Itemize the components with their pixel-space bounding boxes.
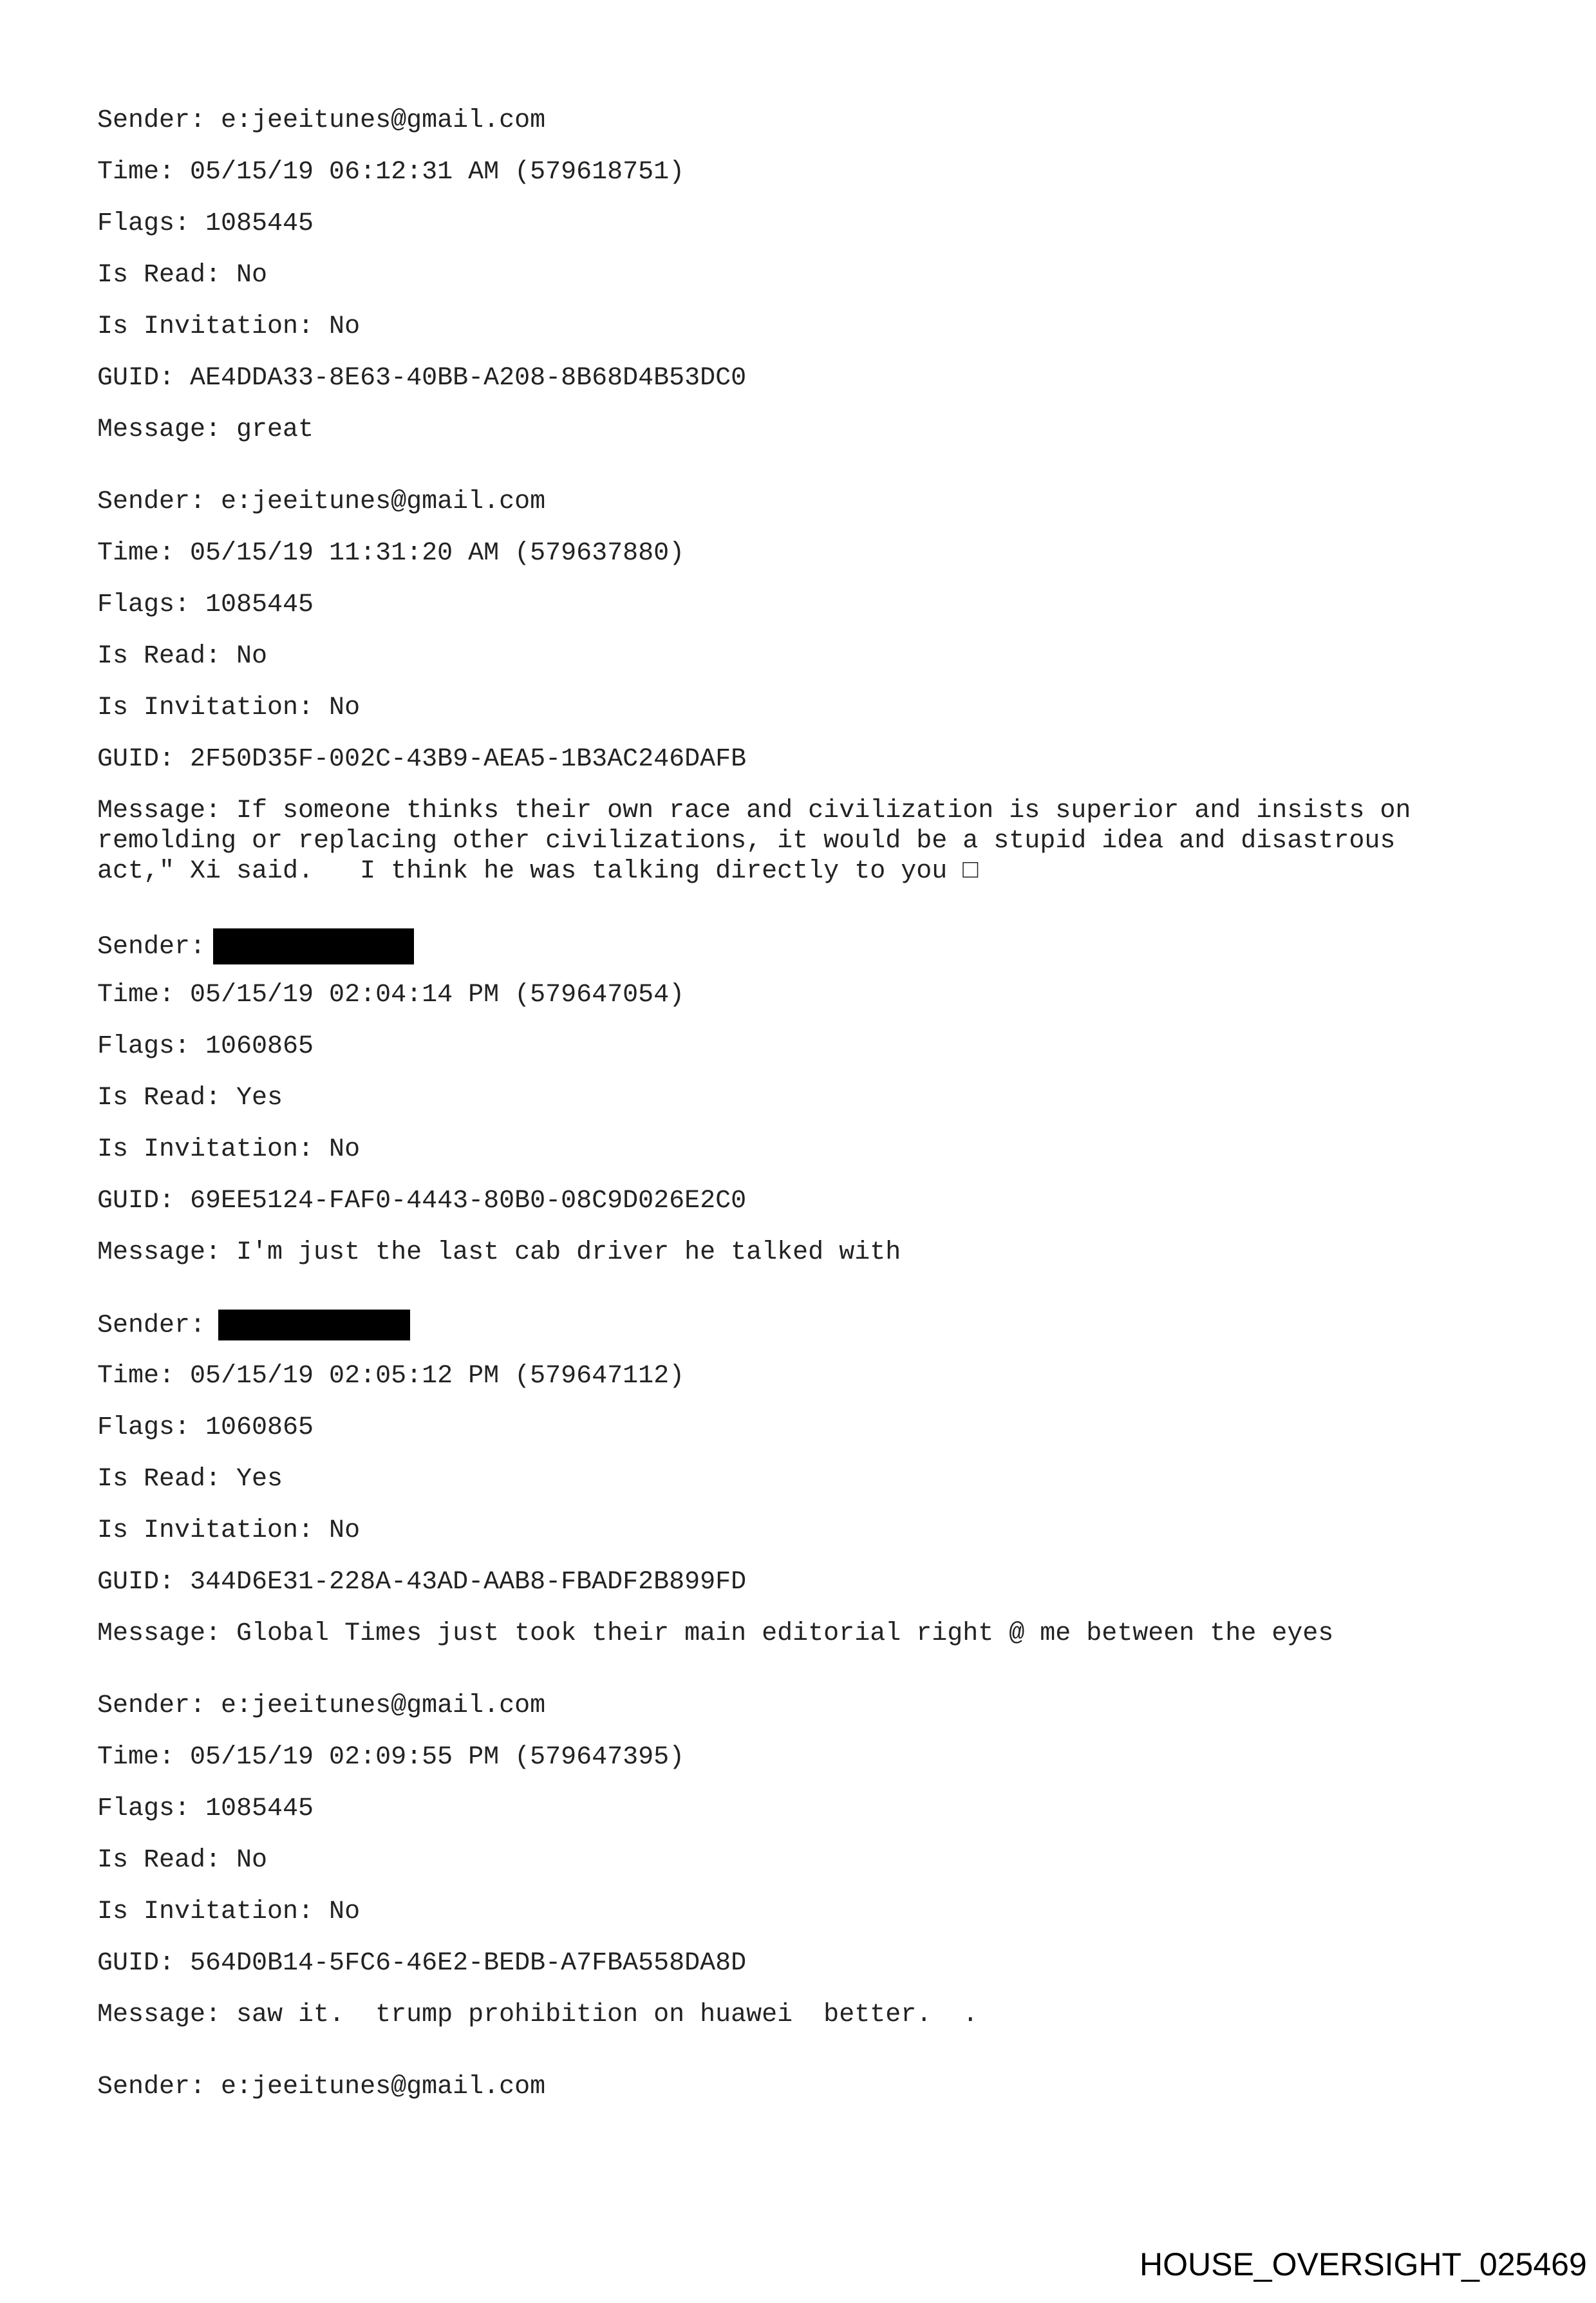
sender-value: e:jeeitunes@gmail.com: [221, 106, 546, 135]
message-entry: [97, 1310, 1514, 1691]
guid-line: GUID: 69EE5124-FAF0-4443-80B0-08C9D026E2C0: [97, 1187, 747, 1216]
sender-label: Sender:: [97, 1691, 206, 1720]
sender-line: [97, 487, 1514, 518]
bates-number: HOUSE_OVERSIGHT_025469: [1140, 2246, 1587, 2282]
message-line: Message: I'm just the last cab driver he talked with: [97, 1238, 901, 1267]
flags-line: Flags: 1085445: [97, 209, 314, 238]
message-log: [97, 106, 1514, 2123]
is-invitation-line: Is Invitation: No: [97, 1516, 361, 1545]
sender-label: Sender:: [97, 487, 206, 516]
sender-line: [97, 1691, 1514, 1722]
is-read-line: Is Read: Yes: [97, 1465, 283, 1494]
is-read-line: Is Read: No: [97, 261, 268, 290]
message-entry: [97, 1691, 1514, 2072]
flags-line: Flags: 1085445: [97, 1794, 314, 1823]
message-line: Message: Global Times just took their main editorial right @ me between the eyes: [97, 1619, 1334, 1648]
message-entry: [97, 928, 1514, 1310]
sender-label: Sender:: [97, 1311, 206, 1340]
message-line: Message: If someone thinks their own race and civilization is superior and insists on remolding or replacing other civilizations, it would be a stupid idea and disastrous act," Xi said. I think he was talking directly to you □: [97, 796, 1427, 886]
flags-line: Flags: 1060865: [97, 1032, 314, 1061]
message-entry: [97, 487, 1514, 928]
sender-line: [97, 2072, 1514, 2103]
redaction-box: [213, 928, 414, 964]
is-invitation-line: Is Invitation: No: [97, 312, 361, 341]
is-invitation-line: Is Invitation: No: [97, 1897, 361, 1926]
guid-line: GUID: 564D0B14-5FC6-46E2-BEDB-A7FBA558DA8D: [97, 1949, 747, 1978]
message-entry: [97, 106, 1514, 487]
sender-line: [97, 1310, 1514, 1340]
is-invitation-line: Is Invitation: No: [97, 693, 361, 722]
time-line: Time: 05/15/19 02:04:14 PM (579647054): [97, 981, 685, 1010]
message-line: Message: great: [97, 415, 314, 444]
time-line: Time: 05/15/19 02:05:12 PM (579647112): [97, 1362, 685, 1391]
time-line: Time: 05/15/19 06:12:31 AM (579618751): [97, 158, 685, 187]
sender-label: Sender:: [97, 106, 206, 135]
flags-line: Flags: 1085445: [97, 590, 314, 619]
sender-value: e:jeeitunes@gmail.com: [221, 1691, 546, 1720]
flags-line: Flags: 1060865: [97, 1413, 314, 1442]
redaction-box: [218, 1310, 410, 1340]
guid-line: GUID: AE4DDA33-8E63-40BB-A208-8B68D4B53DC0: [97, 364, 747, 393]
sender-label: Sender:: [97, 932, 206, 962]
sender-line: [97, 928, 1514, 962]
time-line: Time: 05/15/19 11:31:20 AM (579637880): [97, 539, 685, 568]
sender-label: Sender:: [97, 2073, 206, 2101]
is-read-line: Is Read: No: [97, 1846, 268, 1875]
time-line: Time: 05/15/19 02:09:55 PM (579647395): [97, 1743, 685, 1772]
sender-value: e:jeeitunes@gmail.com: [221, 2073, 546, 2101]
is-read-line: Is Read: Yes: [97, 1084, 283, 1113]
is-read-line: Is Read: No: [97, 642, 268, 671]
message-line: Message: saw it. trump prohibition on huawei better. .: [97, 2000, 979, 2029]
message-entry-partial: [97, 2072, 1514, 2103]
guid-line: GUID: 2F50D35F-002C-43B9-AEA5-1B3AC246DAFB: [97, 745, 747, 774]
is-invitation-line: Is Invitation: No: [97, 1135, 361, 1164]
sender-value: e:jeeitunes@gmail.com: [221, 487, 546, 516]
sender-line: [97, 106, 1514, 136]
guid-line: GUID: 344D6E31-228A-43AD-AAB8-FBADF2B899FD: [97, 1568, 747, 1597]
